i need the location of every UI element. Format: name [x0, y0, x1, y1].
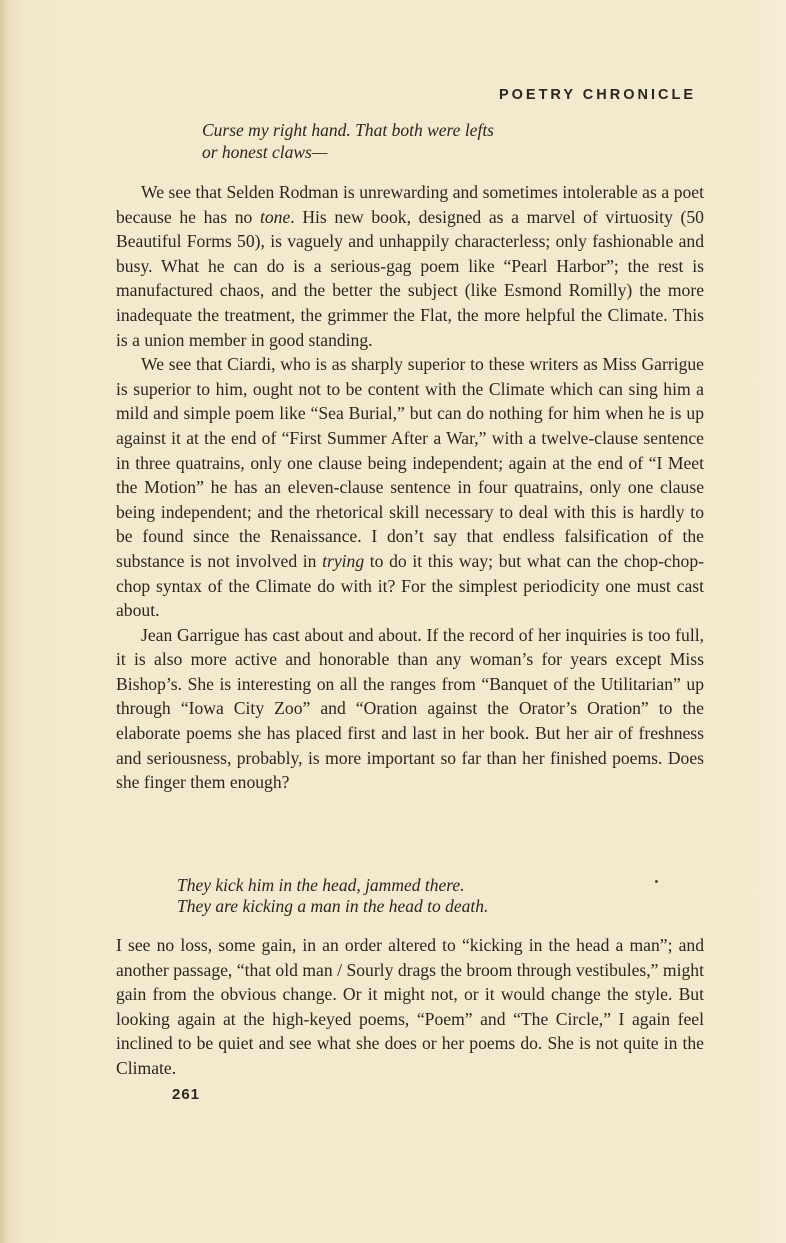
- running-head: POETRY CHRONICLE: [498, 87, 696, 103]
- verse-line-1: They kick him in the head, jammed there.: [177, 875, 465, 895]
- body-text: [116, 180, 704, 795]
- epigraph: [202, 119, 662, 163]
- paragraph-text: We see that Ciardi, who is as sharply superior to these writers as Miss Garrigue is superior to him, ought not to be content with the Climate which can sing him a mild and simple poem like “Sea Burial,” but can do nothing for him when he is up against it at the end of “First Summer After a War,” with a twelve-clause sentence in three quatrains, only one clause being independent; again at the end of “I Meet the Motion” he has an eleven-clause sentence in four quatrains, only one clause being independent; and the rhetorical skill necessary to deal with this is hardly to be found since the Renaissance. I don’t say that endless falsification of the substance is not involved in: [116, 354, 704, 571]
- page-gutter: [0, 0, 10, 1243]
- paragraph-text: We see that Selden Rodman is unrewarding and sometimes intolerable as a poet because he has no: [116, 182, 704, 227]
- paragraph-closing: I see no loss, some gain, in an order altered to “kicking in the head a man”; and another passage, “that old man / Sourly drags the broom through vestibules,” might gain from the obvious change. Or it might not, or it would change the style. But looking again at the high-keyed poems, “Poem” and “The Circle,” I again feel inclined to be quiet and see what she does or her poems do. She is not quite in the Climate.: [116, 935, 704, 1078]
- epigraph-line-2: or honest claws—: [202, 142, 328, 162]
- paragraph-garrigue: [116, 623, 704, 795]
- paragraph-text: Jean Garrigue has cast about and about. If the record of her inquiries is too full, it is also more active and honorable than any woman’s for years except Miss Bishop’s. She is interesting on all the ranges from “Banquet of the Utilitarian” up through “Iowa City Zoo” and “Oration against the Orator’s Oration” to the elaborate poems she has placed first and last in her book. But her air of freshness and seriousness, probably, is more important so far than her finished poems. Does she finger them enough?: [116, 624, 704, 793]
- page-number: 261: [172, 1086, 201, 1103]
- paragraph-ciardi: [116, 352, 704, 623]
- paragraph-text: to do it this way; but what can the chop-chop-chop syntax of the Climate do with it? For the simplest periodicity one must cast about.: [116, 550, 704, 621]
- verse-quotation: [177, 875, 677, 917]
- verse-line-2: They are kicking a man in the head to death.: [177, 896, 489, 916]
- paragraph-text: . His new book, designed as a marvel of virtuosity (50 Beautiful Forms 50), is vaguely and unhappily characterless; only fashionable and busy. What he can do is a serious-gag poem like “Pearl Harbor”; the rest is manufactured chaos, and the better the subject (like Esmond Romilly) the more inadequate the treatment, the grimmer the Flat, the more helpful the Climate. This is a union member in good standing.: [116, 206, 704, 350]
- ink-speck: [655, 880, 658, 883]
- emphasis-text: tone: [259, 206, 291, 227]
- paragraph-rodman: [116, 180, 704, 352]
- epigraph-line-1: Curse my right hand. That both were lefts: [202, 120, 494, 140]
- body-text-continued: [116, 933, 704, 1081]
- emphasis-text: trying: [322, 550, 365, 571]
